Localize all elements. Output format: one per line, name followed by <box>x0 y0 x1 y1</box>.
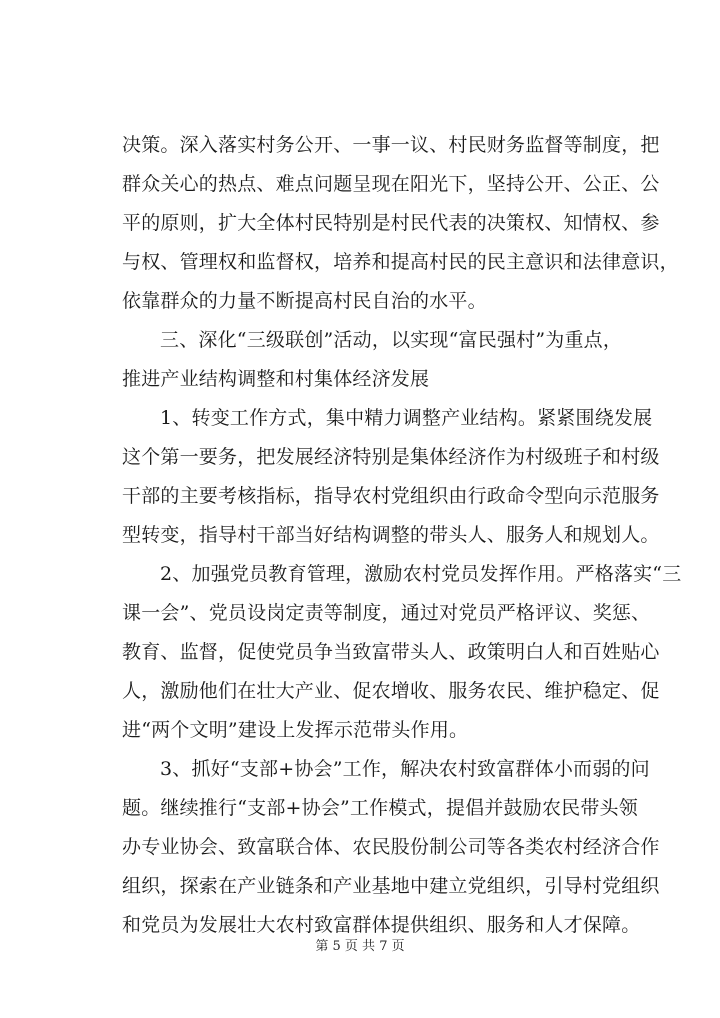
text-line: 组织，探索在产业链条和产业基地中建立党组织，引导村党组织 <box>122 875 660 897</box>
text-line: 这个第一要务，把发展经济特别是集体经济作为村级班子和村级 <box>122 446 660 468</box>
text-line: 群众关心的热点、难点问题呈现在阳光下，坚持公开、公正、公 <box>122 173 660 195</box>
text-line: 进“两个文明”建设上发挥示范带头作用。 <box>122 719 469 741</box>
text-line: 决策。深入落实村务公开、一事一议、村民财务监督等制度，把 <box>122 134 660 156</box>
document-body <box>122 126 682 945</box>
section-heading-line: 推进产业结构调整和村集体经济发展 <box>122 368 430 390</box>
paragraph-start-line: 3、抓好“支部+协会”工作，解决农村致富群体小而弱的问 <box>160 758 650 780</box>
text-line: 平的原则，扩大全体村民特别是村民代表的决策权、知情权、参 <box>122 212 660 234</box>
text-line: 题。继续推行“支部+协会”工作模式，提倡并鼓励农民带头领 <box>122 797 638 819</box>
text-line: 型转变，指导村干部当好结构调整的带头人、服务人和规划人。 <box>122 524 660 546</box>
paragraph-start-line: 1、转变工作方式，集中精力调整产业结构。紧紧围绕发展 <box>160 407 653 429</box>
text-line: 课一会”、党员设岗定责等制度，通过对党员严格评议、奖惩、 <box>122 602 651 624</box>
paragraph-start-line: 2、加强党员教育管理，激励农村党员发挥作用。严格落实“三 <box>160 563 682 585</box>
text-line: 依靠群众的力量不断提高村民自治的水平。 <box>122 290 487 312</box>
text-line: 教育、监督，促使党员争当致富带头人、政策明白人和百姓贴心 <box>122 641 660 663</box>
section-heading-line: 三、深化“三级联创”活动，以实现“富民强村”为重点， <box>160 329 623 351</box>
text-line: 干部的主要考核指标，指导农村党组织由行政命令型向示范服务 <box>122 485 660 507</box>
text-line: 和党员为发展壮大农村致富群体提供组织、服务和人才保障。 <box>122 914 641 936</box>
text-line: 人，激励他们在壮大产业、促农增收、服务农民、维护稳定、促 <box>122 680 660 702</box>
page-number-footer: 第 5 页 共 7 页 <box>315 939 405 954</box>
text-line: 办专业协会、致富联合体、农民股份制公司等各类农村经济合作 <box>122 836 660 858</box>
text-line: 与权、管理权和监督权，培养和提高村民的民主意识和法律意识， <box>122 251 679 273</box>
